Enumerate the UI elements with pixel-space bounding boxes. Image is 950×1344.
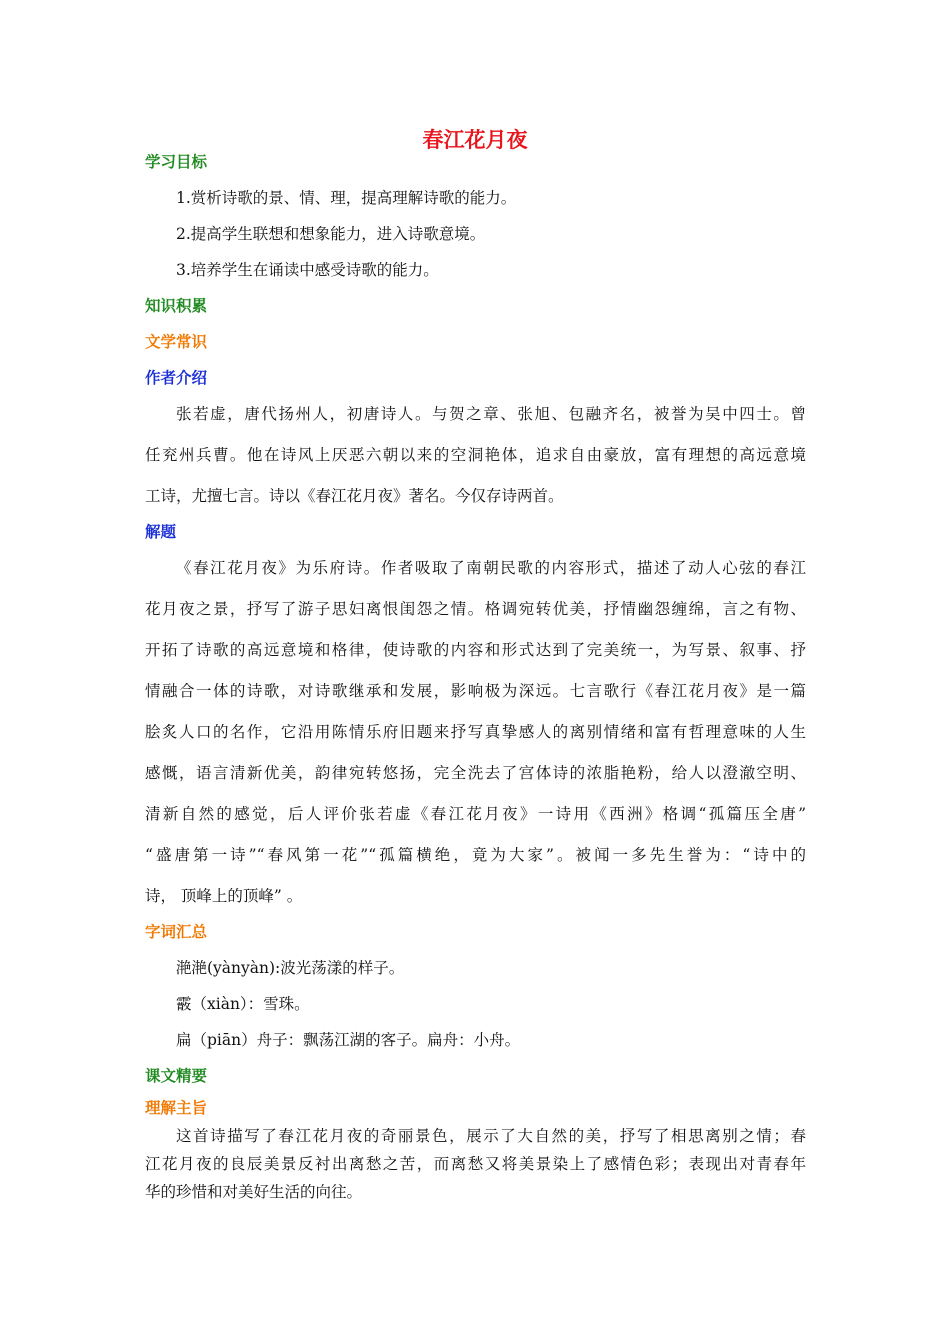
author-text-line: 任兖州兵曹。他在诗风上厌恶六朝以来的空洞艳体，追求自由豪放，富有理想的高远意境 xyxy=(145,446,806,464)
page-title: 春江花月夜 xyxy=(422,127,528,152)
theme-heading: 理解主旨 xyxy=(145,1099,208,1117)
explain-text-line: 《春江花月夜》为乐府诗。作者吸取了南朝民歌的内容形式，描述了动人心弦的春江 xyxy=(176,559,806,577)
theme-text-line: 江花月夜的良辰美景反衬出离愁之苦，而离愁又将美景染上了感情色彩；表现出对青春年 xyxy=(145,1155,806,1173)
essence-heading: 课文精要 xyxy=(145,1067,208,1085)
theme-text-line: 华的珍惜和对美好生活的向往。 xyxy=(145,1183,363,1201)
vocab-item: 滟滟(yànyàn):波光荡漾的样子。 xyxy=(176,959,405,977)
explain-text-line: 脍炙人口的名作，它沿用陈情乐府旧题来抒写真挚感人的离别情绪和富有哲理意味的人生 xyxy=(145,723,806,741)
explain-text-line: 感慨，语言清新优美，韵律宛转悠扬，完全洗去了宫体诗的浓脂艳粉，给人以澄澈空明、 xyxy=(145,764,806,782)
vocab-heading: 字词汇总 xyxy=(145,923,208,941)
objective-item: 1.赏析诗歌的景、情、理，提高理解诗歌的能力。 xyxy=(176,189,517,207)
vocab-item: 霰（xiàn）：雪珠。 xyxy=(176,995,310,1013)
objective-item: 2.提高学生联想和想象能力，进入诗歌意境。 xyxy=(176,225,486,243)
explain-text-line: 花月夜之景，抒写了游子思妇离恨闺怨之情。格调宛转优美，抒情幽怨缠绵，言之有物、 xyxy=(145,600,806,618)
vocab-item: 扁（piān）舟子：飘荡江湖的客子。扁舟：小舟。 xyxy=(176,1031,521,1049)
theme-text-line: 这首诗描写了春江花月夜的奇丽景色，展示了大自然的美，抒写了相思离别之情；春 xyxy=(176,1127,806,1145)
author-heading: 作者介绍 xyxy=(145,369,208,387)
knowledge-heading: 知识积累 xyxy=(145,297,208,315)
explain-heading: 解题 xyxy=(145,523,177,541)
explain-text-line: 开拓了诗歌的高远意境和格律，使诗歌的内容和形式达到了完美统一，为写景、叙事、抒 xyxy=(145,641,806,659)
author-text-line: 张若虚，唐代扬州人，初唐诗人。与贺之章、张旭、包融齐名，被誉为吴中四士。曾 xyxy=(176,405,806,423)
explain-text-line: 清新自然的感觉，后人评价张若虚《春江花月夜》一诗用《西洲》格调“孤篇压全唐” xyxy=(145,805,806,823)
explain-text-line: “盛唐第一诗”“春风第一花”“孤篇横绝，竟为大家”。被闻一多先生誉为：“诗中的 xyxy=(145,846,806,864)
objective-item: 3.培养学生在诵读中感受诗歌的能力。 xyxy=(176,261,439,279)
explain-text-line: 情融合一体的诗歌，对诗歌继承和发展，影响极为深远。七言歌行《春江花月夜》是一篇 xyxy=(145,682,806,700)
literature-heading: 文学常识 xyxy=(145,333,208,351)
author-text-line: 工诗，尤擅七言。诗以《春江花月夜》著名。今仅存诗两首。 xyxy=(145,487,564,505)
explain-text-line: 诗， 顶峰上的顶峰” 。 xyxy=(145,887,303,905)
objectives-heading: 学习目标 xyxy=(145,153,208,171)
